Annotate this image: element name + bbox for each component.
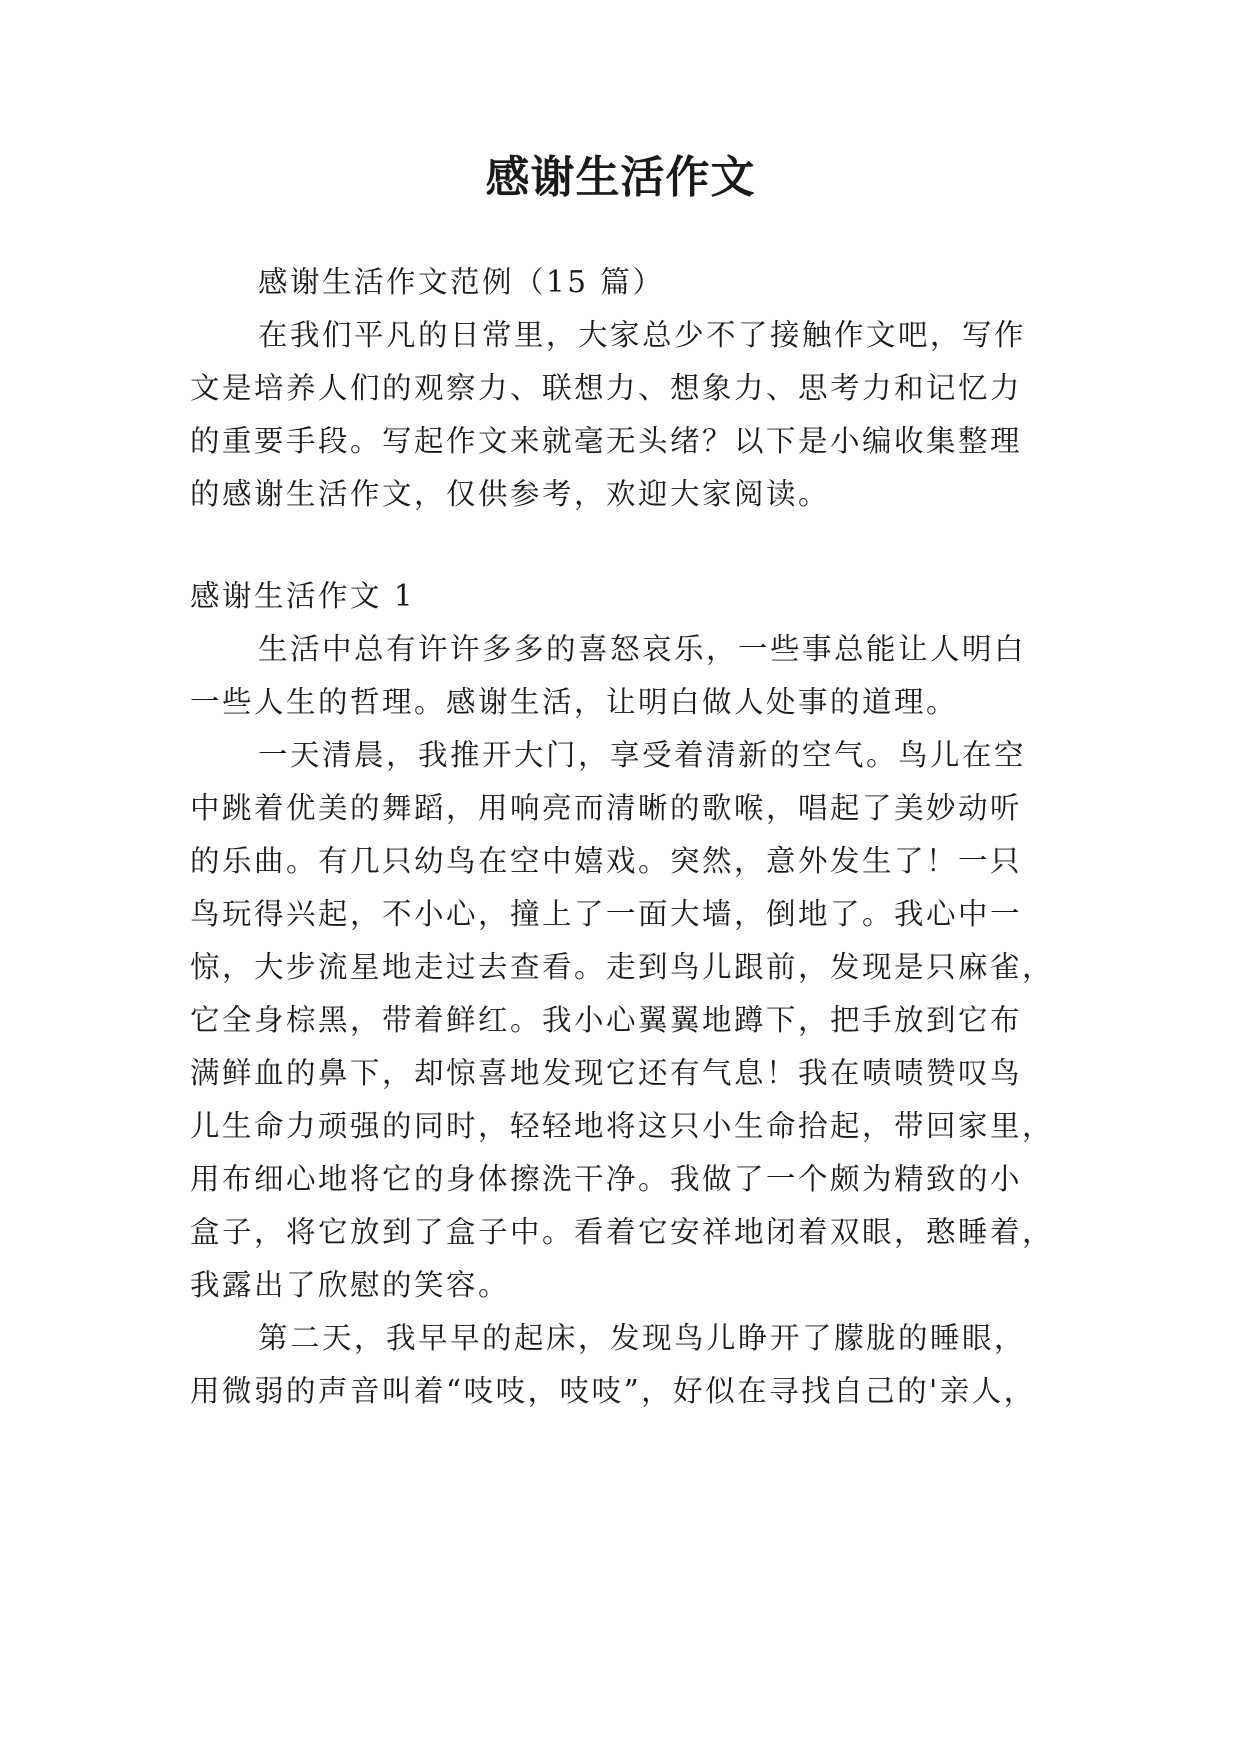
paragraph-line: 鸟玩得兴起，不小心，撞上了一面大墙，倒地了。我心中一 — [190, 897, 1023, 931]
paragraph-line: 的乐曲。有几只幼鸟在空中嬉戏。突然，意外发生了！一只 — [190, 844, 1023, 878]
paragraph-line: 我露出了欣慰的笑容。 — [190, 1268, 511, 1302]
paragraph-line: 用布细心地将它的身体擦洗干净。我做了一个颇为精致的小 — [190, 1162, 1023, 1196]
paragraph-line: 满鲜血的鼻下，却惊喜地发现它还有气息！我在啧啧赞叹鸟 — [190, 1056, 1023, 1090]
paragraph-line: 中跳着优美的舞蹈，用响亮而清晰的歌喉，唱起了美妙动听 — [190, 791, 1023, 825]
section-heading: 感谢生活作文 1 — [190, 579, 416, 613]
paragraph-line: 一些人生的哲理。感谢生活，让明白做人处事的道理。 — [190, 685, 959, 719]
paragraph-line: 盒子，将它放到了盒子中。看着它安祥地闭着双眼，憨睡着， — [190, 1215, 1055, 1249]
intro-line: 的重要手段。写起作文来就毫无头绪？以下是小编收集整理 — [190, 424, 1023, 458]
paragraph-line: 第二天，我早早的起床，发现鸟儿睁开了朦胧的睡眼， — [258, 1321, 1027, 1355]
paragraph-line: 惊，大步流星地走过去查看。走到鸟儿跟前，发现是只麻雀， — [190, 950, 1055, 984]
paragraph-line: 一天清晨，我推开大门，享受着清新的空气。鸟儿在空 — [258, 738, 1027, 772]
intro-line: 文是培养人们的观察力、联想力、想象力、思考力和记忆力 — [190, 371, 1023, 405]
paragraph-line: 用微弱的声音叫着“吱吱，吱吱”，好似在寻找自己的'亲人， — [190, 1374, 1036, 1408]
intro-line: 在我们平凡的日常里，大家总少不了接触作文吧，写作 — [258, 318, 1027, 352]
intro-line: 的感谢生活作文，仅供参考，欢迎大家阅读。 — [190, 477, 831, 511]
paragraph-line: 生活中总有许许多多的喜怒哀乐，一些事总能让人明白 — [258, 632, 1027, 666]
paragraph-line: 它全身棕黑，带着鲜红。我小心翼翼地蹲下，把手放到它布 — [190, 1003, 1023, 1037]
paragraph-line: 儿生命力顽强的同时，轻轻地将这只小生命拾起，带回家里， — [190, 1109, 1055, 1143]
document-subtitle: 感谢生活作文范例（15 篇） — [258, 265, 665, 299]
document-title: 感谢生活作文 — [485, 152, 756, 203]
